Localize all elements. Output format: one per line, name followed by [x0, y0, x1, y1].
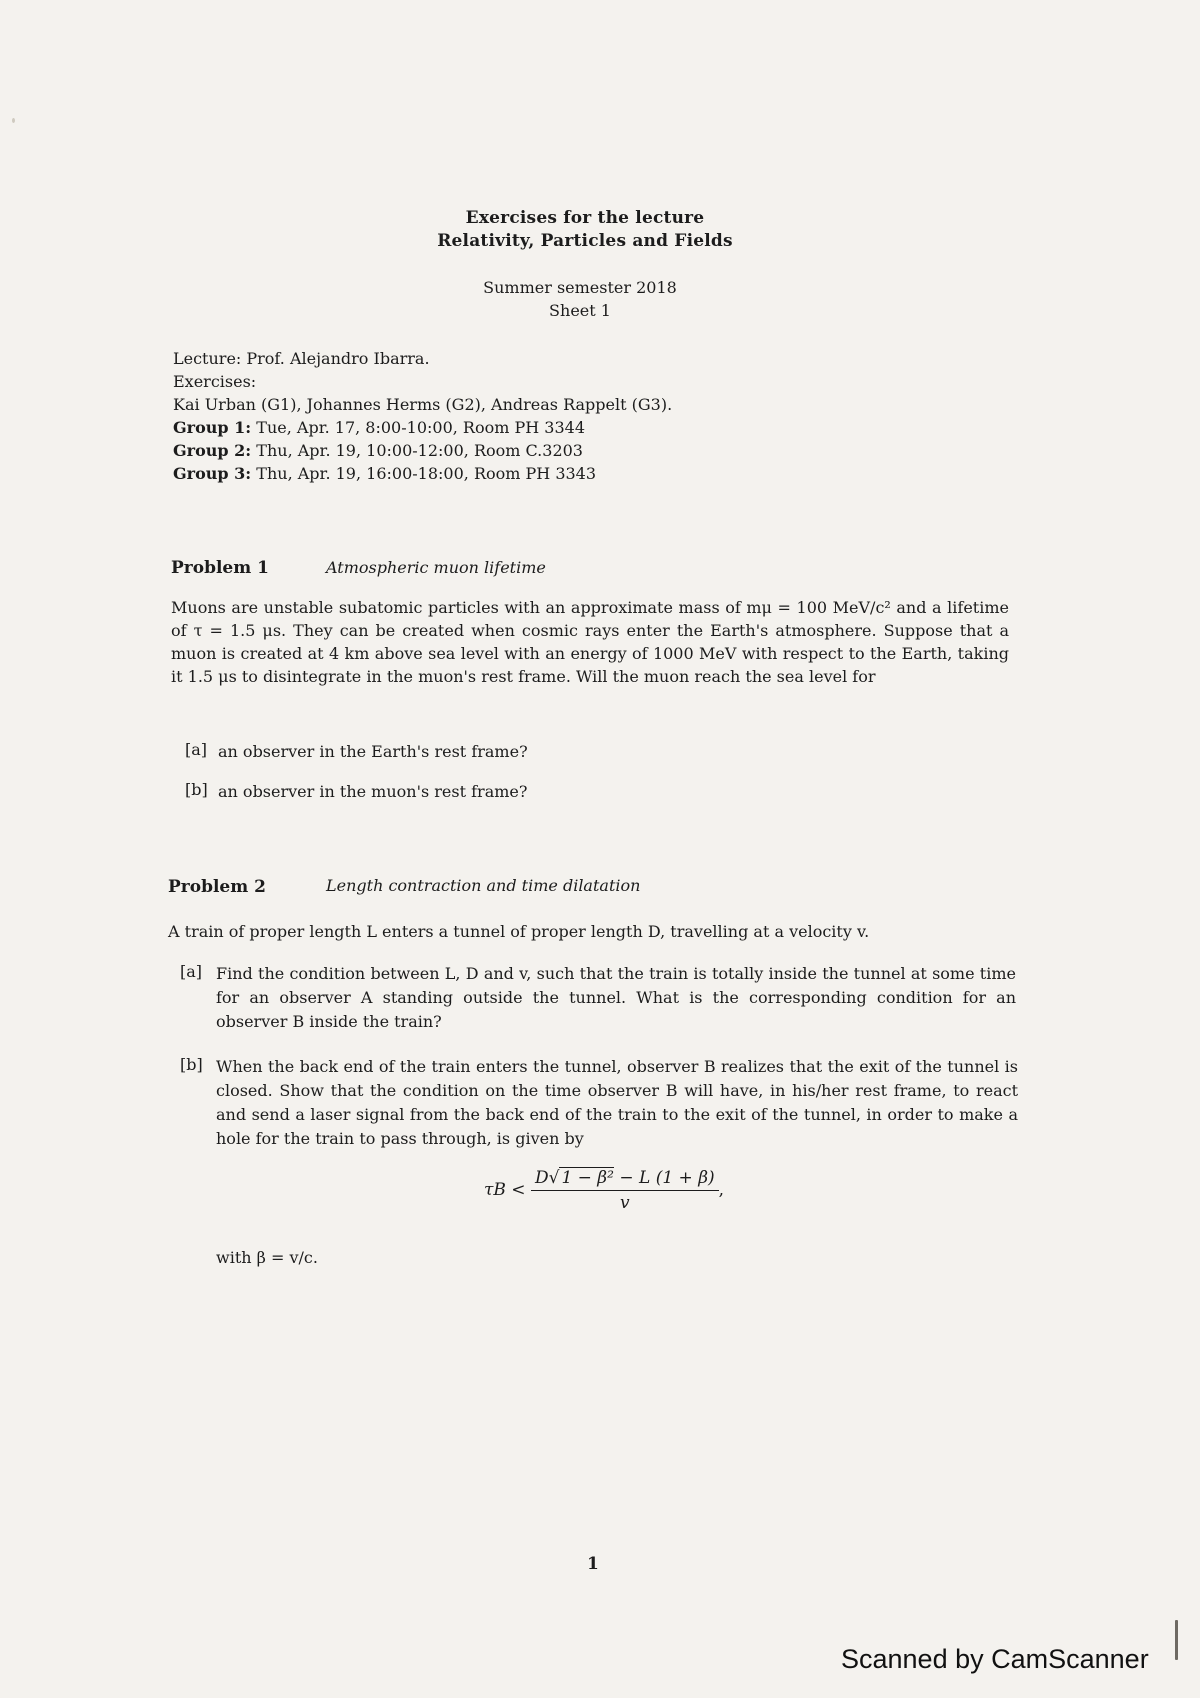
beta-definition: with β = v/c. [216, 1248, 318, 1267]
sheet-number: Sheet 1 [549, 301, 611, 320]
formula-fraction [531, 1168, 719, 1213]
problem-2-number: Problem 2 [168, 877, 266, 897]
group-details: Thu, Apr. 19, 16:00-18:00, Room PH 3343 [256, 464, 597, 483]
group-line-1 [173, 416, 672, 439]
problem-1-item-b-text: an observer in the muon's rest frame? [218, 782, 528, 801]
scan-edge-mark [1175, 1620, 1178, 1660]
problem-2-item-b-text: When the back end of the train enters the tunnel, observer B realizes that the exit of the tunnel is closed. Show that the condition on the time observer B will have, in his/her rest frame, to react and send a laser signal from the back end of the train to the exit of the tunnel, in order to make a hole for the train to pass through, is given by [216, 1057, 1018, 1148]
problem-1-title: Atmospheric muon lifetime [326, 558, 546, 577]
formula-denominator: v [620, 1193, 630, 1213]
formula-lhs: τB < [484, 1180, 526, 1200]
info-block [173, 347, 672, 485]
group-label: Group 3: [173, 464, 252, 483]
lecture-line: Lecture: Prof. Alejandro Ibarra. [173, 349, 430, 368]
group-line-2 [173, 439, 672, 462]
tutors-line: Kai Urban (G1), Johannes Herms (G2), Andreas Rappelt (G3). [173, 395, 673, 414]
camscanner-watermark: Scanned by CamScanner [841, 1644, 1149, 1674]
semester: Summer semester 2018 [483, 278, 677, 297]
header-line-2: Relativity, Particles and Fields [437, 231, 733, 251]
exercises-label: Exercises: [173, 372, 257, 391]
problem-1-intro: Muons are unstable subatomic particles with an approximate mass of mμ = 100 MeV/c² and a lifetime of τ = 1.5 μs. They can be created when cosmic rays enter the Earth's atmosphere. Suppose that a muon is created at 4 km above sea level with an energy of 1000 MeV with respect to the Earth, taking it 1.5 μs to disintegrate in the muon's rest frame. Will the muon reach the sea level for [171, 598, 1009, 686]
formula-d: D [534, 1168, 549, 1188]
group-details: Thu, Apr. 19, 10:00-12:00, Room C.3203 [256, 441, 583, 460]
formula-trailing-comma: , [718, 1180, 725, 1200]
problem-2-item-a-label: [a] [180, 962, 203, 981]
problem-1-number: Problem 1 [171, 558, 269, 578]
group-line-3 [173, 462, 672, 485]
scan-speck [12, 118, 15, 123]
formula-rest: − L (1 + β) [613, 1168, 715, 1188]
group-details: Tue, Apr. 17, 8:00-10:00, Room PH 3344 [256, 418, 586, 437]
problem-1-item-a-label: [a] [185, 740, 208, 759]
problem-1-item-b-label: [b] [185, 780, 208, 799]
problem-2-item-a-text: Find the condition between L, D and v, such that the train is totally inside the tunnel at some time for an observer A standing outside the tunnel. What is the corresponding condition for an observer B inside the train? [216, 964, 1016, 1031]
header-line-1: Exercises for the lecture [465, 208, 705, 228]
formula-numerator: D√ 1 − β² − L (1 + β) [531, 1168, 719, 1191]
group-label: Group 2: [173, 441, 252, 460]
tau-b-formula [484, 1168, 724, 1213]
page-number: 1 [587, 1554, 599, 1574]
formula-sqrt: 1 − β² [561, 1168, 614, 1188]
problem-2-intro: A train of proper length L enters a tunnel of proper length D, travelling at a velocity v. [168, 922, 870, 941]
group-label: Group 1: [173, 418, 252, 437]
problem-1-item-a-text: an observer in the Earth's rest frame? [218, 742, 528, 761]
problem-2-title: Length contraction and time dilatation [326, 876, 641, 895]
problem-2-item-b-label: [b] [180, 1055, 203, 1074]
